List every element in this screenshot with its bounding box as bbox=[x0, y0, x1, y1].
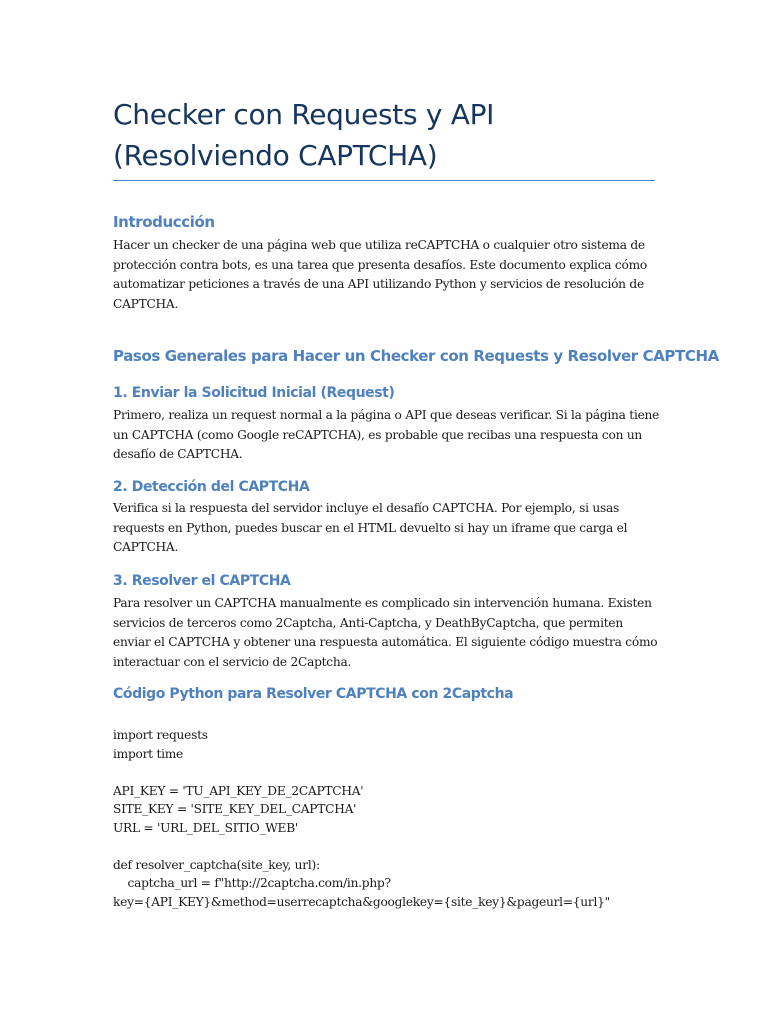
intro-heading: Introducción bbox=[113, 213, 215, 231]
steps-heading: Pasos Generales para Hacer un Checker con Requests y Resolver CAPTCHA bbox=[113, 347, 719, 365]
title-line-2: (Resolviendo CAPTCHA) bbox=[113, 139, 438, 172]
step2-paragraph: Verifica si la respuesta del servidor incluye el desafío CAPTCHA. Por ejemplo, si usas requests en Python, puedes buscar en el HTML devuelto si hay un iframe que carga el CAPTCHA. bbox=[113, 501, 628, 554]
document-title bbox=[113, 94, 658, 176]
code-line: API_KEY = 'TU_API_KEY_DE_2CAPTCHA' bbox=[113, 783, 364, 798]
code-line: key={API_KEY}&method=userrecaptcha&googlekey={site_key}&pageurl={url}" bbox=[113, 894, 610, 909]
code-line: import requests bbox=[113, 728, 208, 742]
title-underline bbox=[113, 180, 655, 181]
step3-heading: 3. Resolver el CAPTCHA bbox=[113, 573, 291, 589]
code-line: import time bbox=[113, 746, 184, 761]
step2-heading: 2. Detección del CAPTCHA bbox=[113, 479, 310, 495]
code-blank-line bbox=[113, 837, 661, 856]
code-heading: Código Python para Resolver CAPTCHA con 2Captcha bbox=[113, 686, 514, 702]
step3-paragraph: Para resolver un CAPTCHA manualmente es complicado sin intervención humana. Existen servicios de terceros como 2Captcha, Anti-Captcha, y DeathByCaptcha, que permiten enviar el CAPTCHA y obtener una respuesta automática. El siguiente código muestra cómo interactuar con el servicio de 2Captcha. bbox=[113, 596, 658, 669]
code-line: SITE_KEY = 'SITE_KEY_DEL_CAPTCHA' bbox=[113, 802, 357, 816]
code-line: captcha_url = f"http://2captcha.com/in.php? bbox=[113, 876, 391, 890]
code-line: def resolver_captcha(site_key, url): bbox=[113, 857, 320, 872]
code-blank-line bbox=[113, 763, 661, 782]
step1-paragraph: Primero, realiza un request normal a la página o API que deseas verificar. Si la página tiene un CAPTCHA (como Google reCAPTCHA), es probable que recibas una respuesta con un desafío de CAPTCHA. bbox=[113, 408, 660, 461]
intro-paragraph: Hacer un checker de una página web que utiliza reCAPTCHA o cualquier otro sistema de protección contra bots, es una tarea que presenta desafíos. Este documento explica cómo automatizar peticiones a través de una API utilizando Python y servicios de resolución de CAPTCHA. bbox=[113, 238, 647, 311]
step1-heading: 1. Enviar la Solicitud Inicial (Request) bbox=[113, 385, 395, 401]
code-line: URL = 'URL_DEL_SITIO_WEB' bbox=[113, 820, 299, 835]
code-block bbox=[113, 726, 661, 911]
title-line-1: Checker con Requests y API bbox=[113, 98, 495, 131]
